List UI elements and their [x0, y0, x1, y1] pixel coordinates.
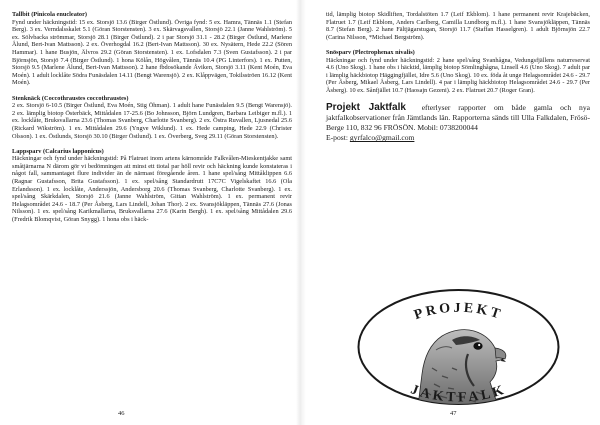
- projekt-title: Projekt Jaktfalk: [326, 101, 406, 113]
- species-body: Häckningar och fynd under häckningstid: På Flatruet inom artens kärnområde Falkvålen-Mieskentjakke samt småtjärnarna N därom gör vi bedömningen att minst ett tiotal par höll revir och häckning kunde konstateras i något fall, sammantaget flure individer än de närmast föregående åren. 1 hane spel/sång Mittåklippen 6.6 (Ragnar Gustafsson, Brita Gustafsson). 1 ex. spel/sång Standardrutt 17C7C Vigelskaftet 16.6 (Ola Erlandsson). 1 ex. locklåte, Anderssjön, Andersborg 20.6 (Thomas Svanberg, Charlotte Svanberg). 1 ex. spel/sång Skärkdalen, Storsjö 21.6 (Janne Wahlström, Gittan Wahlström). 1 ex. permanent revir Helagsområdet 24.6 - 18.7 (Per Åsberg, Lars Lindell, Johan Thor). 2 ex. Svansjökläppen, Tännäs 27.6 (Jonas Nilsson). 1 ex. spel/sång Karikmallarna, Bruksvallarna 27.6 (Karin Bergh). 1 ex. spel/sång Mittådalen 29.6 (Fredrik Blomqvist, Göran Snygg). 1 hona obs i häck-: [12, 155, 292, 224]
- species-body: Fynd under häckningstid: 15 ex. Storsjö 13.6 (Birger Östlund). Övriga fynd: 5 ex. Hamra, Tännäs 1.1 (Stefan Berg). 3 ex. Verndalsskalet 5.1 (Göran Storstensten). 3 ex. Skärvagsvallen, Storsjö 22.1 (Janne Wahlström). 5 ex. Sölvbacka strömmar, Storsjö 28.1 (Birger Östlund). 2 i par Storsjö 31.1 - 28.2 (Birger Östlund, Marlene Ålund, Bert-Ivan Mattsson). 2 ex. Överhogdal 16.2 (Bert-Ivan Mattsson). 30 ex. Nysätern, Hede 22.2 (Sören Hammar). 1 hane Busjön, Älvros 29.2 (Göran Storstensten). 1 ex. Lofsdalen 7.3 (Sven Gustafsson). 2 i par Björnsjön, Storsjö 7.4 (Birger Östlund). 1 hona Kölån, Högvålen, Tännäs 10.4 (PG Linterfors). 1 ex. Putten, Storsjö 9.5 (Marlene Ålund, Bert-Ivan Mattsson). 2 hane fbdosökande Åviken, Storsjö 3.11 (Kent Moén, Eva Moén). 1 adult locklåte Södra Funäsdalen 14.11 (Bengt Warensjö). 2 ex. Klåppvägen, Tokilsströen 16.12 (Kent Moén).: [12, 18, 292, 87]
- email-label: E-post:: [326, 133, 348, 143]
- species-body: 2 ex. Storsjö 6-10.5 (Birger Östlund, Eva Moén, Stig Öhman). 1 adult hane Funäsdalen 9.5 (Bengt Warensjö). 2 ex. lämplig biotop Österbäck, Mittådalen 17-25.6 (Bo Johnsson, Björn Lundgren, Barbara Leibiger m.fl.). 1 ex. locklåte, Bruksvallarna 23.6 (Thomas Svanberg, Charlotte Svanberg). 2 ex. Östra Ruvallen, Ljusnedal 25.6 (Rickard Wikström). 1 ex. Mittådalen 29.6 (Yngve Wiklund). 1 ex. Hede camping, Hede 22.9 (Christer Olsson). 1 ex. Östlunds, Storsjö 30.10 (Birger Östlund). 1 ex. Överberg, Sveg 29.11 (Göran Storstensten).: [12, 102, 292, 140]
- species-heading: Snösparv (Plectrophenax nivalis): [326, 48, 415, 56]
- species-body: tid, lämplig biotop Skidliften, Tordalstöten 1.7 (Leif Ekblom). 1 hane permanent revir Krajebäcken, Flatruet 1.7 (Leif Ekblom, Anders Carlberg, Camilla Lundborg m.fl.). 1 hane Svansjökläppen, Tännäs 8.7 (Stefan Berg). 2 hane Fältjägarstugan, Storsjö 11.7 (Staffan Hasselgren). 1 adult Björnsjön 22.7 (Carina Nilsson, *Michael Bergström).: [326, 11, 590, 41]
- species-section-stenknack: [12, 95, 292, 141]
- species-section-snosparv: [326, 49, 590, 95]
- species-heading: Lappsparv (Calcarius lapponicus): [12, 147, 104, 155]
- page-number: 46: [118, 410, 125, 417]
- species-section-tallbit: [12, 11, 292, 87]
- logo-svg: [356, 288, 561, 406]
- email-link[interactable]: gyrfalco@gmail.com: [349, 133, 415, 143]
- species-body: Häckningar och fynd under häckningstid: 2 hane spel/sång Svanhågna, Vedungsfjällens naturreservat 4.6 (Uno Skog). 1 hane obs i häcktid, lämplig biotop Sömlinghågna, Linsell 4.6 (Uno Skog). 7 adult par i lämplig häckbiotop Häggingfjället, Idre 5.6 (Uno Skog). 10 ex. föda åt unge Helagsområdet 24.6 - 29.7 (Per Åsberg, Mikael Åsberg, Lars Lindell). 4 par i lämplig häckbiotop Helagsområdet 24.6 - 29.7 (Per Åsberg). 10 ex. Sånfjället 10.7 (Haosajn Gezeni). 2 ex. Flatruet 20.7 (Roger Gran).: [326, 56, 590, 94]
- right-page: [300, 0, 600, 425]
- species-heading: Stenknäck (Coccothraustes coccothraustes): [12, 94, 129, 102]
- logo-bottom-text: JAKTFALK: [408, 382, 509, 406]
- email-line: [326, 133, 590, 143]
- species-section-lappsparv: [12, 148, 292, 224]
- projekt-description: efterlyser rapporter om både gamla och nya jaktfalkobservationer från Jämtlands län. Rapporterna sänds till Ulla Falkdalen, Frösö-Berge 110, 832 96 FRÖSÖN. Mobil: 0738200044: [326, 102, 590, 132]
- projekt-jaktfalk-notice: [326, 103, 590, 144]
- page-number: 47: [450, 410, 457, 417]
- logo-top-text: PROJEKT: [412, 300, 505, 324]
- species-section-lappsparv-continued: [326, 11, 590, 41]
- projekt-jaktfalk-logo: [356, 288, 561, 406]
- projekt-notice-text: [326, 103, 590, 134]
- species-heading: Tallbit (Pinicola enucleator): [12, 11, 87, 18]
